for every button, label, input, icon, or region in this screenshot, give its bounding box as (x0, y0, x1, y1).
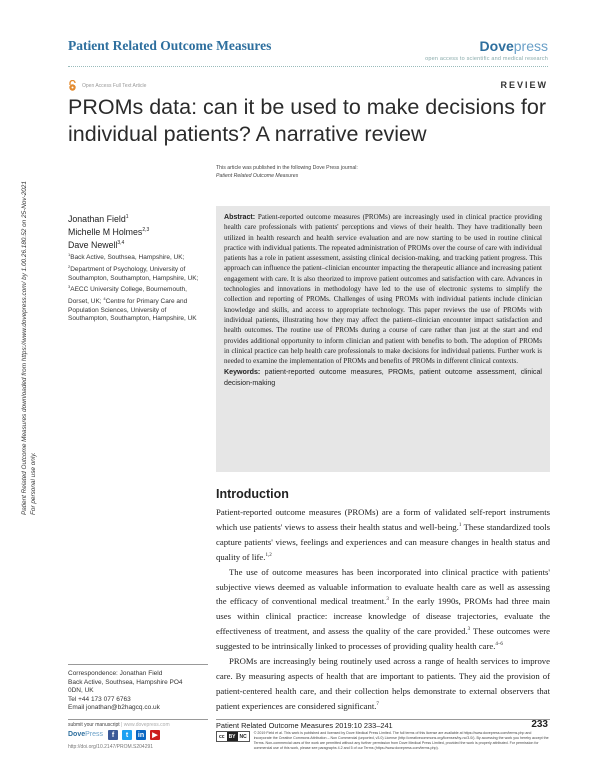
author-affiliation-mark: 3,4 (117, 239, 125, 246)
facebook-icon[interactable]: f (108, 730, 118, 740)
correspondence-tel: Tel +44 173 077 6763 (68, 695, 131, 703)
affiliation-mark: 4 (103, 295, 106, 301)
intro-paragraph-3 (216, 654, 550, 714)
journal-title: Patient Related Outcome Measures (68, 38, 272, 53)
footer-brand-light: Press (85, 731, 104, 738)
abstract-text: Patient-reported outcome measures (PROMs) are increasingly used in clinical practice providing health care professionals with patients' perceptions and views of their health. They have traditionally been utilized in health research and health service evaluation and are now starting to be used in routine clinical practice with individual patients. The repeated administration of PROMs over the course of care with individual patients has a role in patient assessment, assisting clinical decision-making, and tracking patient progress. This approach can influence the patient–clinician encounter impacting the therapeutic alliance and increasing patient engagement with care. It is also theorized to improve patient outcomes and satisfaction with care. Advances in technologies and innovations in methodology have led to the use of electronic systems to simplify the collection and reporting of PROMs. Challenges of using PROMs with individual patients include clinician knowledge and skills, and access to appropriate technology. This paper reviews the use of PROMs with individual patients, illustrating how they may affect the patient–clinician encounter impact satisfaction and health outcomes. The routine use of PROMs during a course of care rather than just at the start and end provides additional opportunity to inform clinician and patient with benefits to both. The adoption of PROMs in clinical practice can help health care professionals to make decisions for individual patients. Further work is needed to examine the implementation of PROMs and benefits of PROMs in different clinical contexts. (224, 213, 542, 366)
affiliation-text: Department of Psychology, University of Southampton, Southampton, Hampshire, UK; (68, 265, 199, 282)
correspondence-email[interactable]: Email jonathan@b2hagcq.co.uk (68, 704, 160, 712)
keywords-text: patient-reported outcome measures, PROMs, patient outcome assessment, clinical decision-making (224, 368, 542, 387)
footer-brand[interactable] (68, 731, 103, 738)
paragraph-text: The use of outcome measures has been incorporated into clinical practice with patients' subjective views deemed as valuable information to evaluate health care as well as assessing the efficacy of conventional medical treatment. (216, 566, 550, 607)
introduction-body (216, 505, 550, 714)
footer-divider-left (68, 719, 208, 720)
author-name (68, 212, 149, 225)
author-name-text: Jonathan Field (68, 213, 126, 224)
doi-link[interactable]: http://doi.org/10.2147/PROM.S204291 (68, 744, 154, 750)
citation-ref[interactable]: 3 (467, 627, 471, 633)
paragraph-text: These standardized tools capture patients' views, feelings and experiences and can measure changes in health status and quality of life. (216, 521, 550, 562)
intro-paragraph-2 (216, 565, 550, 654)
author-name (68, 238, 149, 251)
publication-note-journal[interactable]: Patient Related Outcome Measures (216, 173, 299, 179)
affiliation-mark: 2 (68, 263, 71, 269)
header-divider (68, 66, 548, 67)
affiliation-mark: 3 (68, 284, 71, 290)
publisher-logo[interactable] (480, 38, 548, 54)
paragraph-text: In the early 1990s, PROMs had three main uses within clinical practice: increase knowledge of disease trajectories, evaluate the effectiveness of treatment, and assess the quality of the care provided. (216, 596, 550, 637)
publisher-logo-light: press (513, 38, 548, 54)
paragraph-text: Patient-reported outcome measures (PROMs) are a form of validated self-report instruments which use patients' views to assess their health status and well-being. (216, 507, 550, 532)
publication-note-text: This article was published in the following Dove Press journal: (216, 165, 358, 171)
twitter-icon[interactable]: t (122, 730, 132, 740)
publisher-tagline: open access to scientific and medical research (425, 56, 548, 62)
author-affiliation-mark: 1 (125, 214, 129, 220)
introduction-heading: Introduction (216, 487, 289, 501)
social-links (108, 730, 160, 740)
footer-brand-strong: Dove (68, 731, 86, 738)
affiliation-text: AECC University College, Bournemouth, Dorset, UK; (68, 286, 187, 305)
linkedin-icon[interactable]: in (137, 731, 145, 739)
youtube-icon[interactable]: ▶ (150, 730, 160, 740)
author-name-text: Michelle M Holmes (68, 226, 143, 237)
correspondence-address-2: 0DN, UK (68, 687, 94, 695)
article-title: PROMs data: can it be used to make decisions for individual patients? A narrative review (68, 95, 547, 146)
open-access-row (68, 80, 146, 91)
publisher-logo-strong: Dove (479, 38, 514, 54)
citation-ref[interactable]: 3 (386, 597, 389, 603)
citation-ref[interactable]: 1,2 (265, 552, 272, 558)
publication-note (216, 164, 358, 180)
paragraph-text: These outcomes were suggested to be intrinsically linked to processes of providing quality health care. (216, 626, 551, 652)
author-name (68, 225, 149, 238)
affiliations (68, 251, 208, 324)
license-row (216, 731, 550, 751)
submit-url: | www.dovepress.com (119, 722, 170, 728)
page-number: 233 (531, 719, 548, 730)
author-affiliation-mark: 2,3 (142, 226, 150, 233)
cc-by-icon: BY (228, 733, 236, 740)
abstract (224, 212, 542, 366)
citation-ref[interactable]: 4–6 (495, 642, 503, 648)
submit-manuscript-link[interactable] (68, 722, 170, 728)
paragraph-text: PROMs are increasingly being routinely used across a range of health services to improve care. By measuring aspects of health that are important to patients. They aid the provision of patient-centered health care, and their collection helps demonstrate to external observers that patient experiences are considered significant. (216, 656, 550, 711)
open-lock-icon (68, 80, 77, 91)
cc-nc-icon: NC (239, 733, 247, 740)
submit-label: submit your manuscript (68, 722, 120, 728)
affiliation-mark: 1 (68, 252, 71, 257)
correspondence-block (68, 664, 208, 713)
cc-license-badge[interactable] (216, 731, 250, 742)
correspondence-address-1: Back Active, Southsea, Hampshire PO4 (68, 678, 183, 686)
keywords (224, 367, 542, 388)
keywords-label: Keywords: (224, 368, 261, 377)
article-type: REVIEW (500, 80, 548, 90)
download-watermark (20, 181, 38, 515)
citation-ref[interactable]: 1 (458, 523, 462, 529)
footer-citation: Patient Related Outcome Measures 2019:10 233–241 (216, 721, 393, 730)
download-watermark-line2: For personal use only. (30, 452, 37, 515)
intro-paragraph-1 (216, 505, 550, 565)
author-name-text: Dave Newell (68, 239, 118, 250)
open-access-label: Open Access Full Text Article (82, 82, 147, 89)
abstract-label: Abstract: (224, 213, 256, 221)
download-watermark-line1: Patient Related Outcome Measures downloaded from https://www.dovepress.com/ by 1.00.26.180.52 on 25-Nov-2021 (21, 181, 28, 515)
citation-ref[interactable]: 7 (376, 701, 379, 707)
abstract-box (216, 206, 550, 472)
cc-icon: cc (219, 733, 225, 740)
affiliation-text: Back Active, Southsea, Hampshire, UK; (70, 254, 185, 262)
affiliation-text: Centre for Primary Care and Population Sciences, University of Southampton, Southampton, Hampshire, UK (68, 298, 197, 323)
footer-divider-right (216, 719, 550, 720)
author-list (68, 212, 149, 251)
license-text: © 2019 Field et al. This work is published and licensed by Dove Medical Press Limited. The full terms of this license are available at https://www.dovepress.com/terms.php and incorporate the Creative Commons Attribution – Non Commercial (unported, v3.0) License (http://creativecommons.org/licenses/by-nc/3.0/). By accessing the work you hereby accept the Terms. Non-commercial uses of the work are permitted without any further permission from Dove Medical Press Limited, provided the work is properly attributed. For permission for commercial use of this work, please see paragraphs 4.2 and 5 of our Terms (https://www.dovepress.com/terms.php). (253, 731, 549, 751)
correspondence-label: Correspondence: Jonathan Field (68, 670, 163, 677)
